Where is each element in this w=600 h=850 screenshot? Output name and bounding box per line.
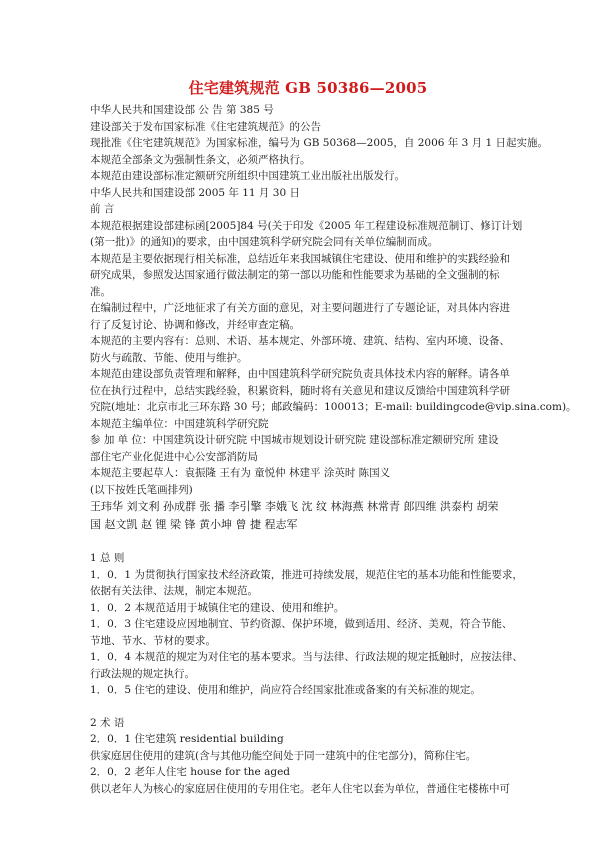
text-line: 行了反复讨论、协调和修改，并经审查定稿。 <box>90 318 300 331</box>
term-2-0-2-definition: 供以老年人为核心的家庭居住使用的专用住宅。老年人住宅以套为单位，普通住宅楼栋中可 <box>90 782 510 795</box>
term-2-0-1-definition: 供家庭居住使用的建筑(含与其他功能空间处于同一建筑中的住宅部分)，简称住宅。 <box>90 749 477 762</box>
text-line: 本规范是主要依据现行相关标准，总结近年来我国城镇住宅建设、使用和维护的实践经验和 <box>90 252 510 265</box>
preface-paragraph-5 <box>90 366 577 416</box>
text-line: 部住宅产业化促进中心公安部消防局 <box>90 450 258 463</box>
text-line: 节地、节水、节材的要求。 <box>90 634 216 647</box>
clause-1-0-3 <box>90 616 526 649</box>
clause-1-0-5 <box>90 682 526 699</box>
preface-heading: 前 言 <box>90 203 115 215</box>
text-line: 在编制过程中，广泛地征求了有关方面的意见，对主要问题进行了专题论证，对具体内容进 <box>90 302 510 314</box>
chapter-2-heading: 2 术 语 <box>90 716 125 729</box>
text-line: 本规范由建设部负责管理和解释，由中国建筑科学研究院负责具体技术内容的解释。请各单 <box>90 368 510 380</box>
announcement-line-1: 现批准《住宅建筑规范》为国家标准，编号为 GB 50368—2005，自 2006 年 3 月 1 日起实施。 <box>90 137 549 149</box>
text-line: 1．0．4 本规范的规定为对住宅的基本要求。当与法律、行政法规的规定抵触时，应按法律、 <box>90 651 523 663</box>
text-line: 1．0．2 本规范适用于城镇住宅的建设、使用和维护。 <box>90 601 345 614</box>
document-title: 住宅建筑规范 GB 50386—2005 <box>188 79 428 97</box>
text-line: 1．0．3 住宅建设应因地制宜、节约资源、保护环境，做到适用、经济、美观，符合节能、 <box>90 618 513 630</box>
document-page <box>90 78 577 797</box>
text-line: 防火与疏散、节能、使用与维护。 <box>90 351 248 364</box>
editor-unit: 本规范主编单位：中国建筑科学研究院 <box>90 417 269 430</box>
text-line: 本规范的主要内容有：总则、术语、基本规定、外部环境、建筑、结构、室内环境、设备、 <box>90 335 510 347</box>
preface-paragraph-3 <box>90 300 526 333</box>
chapter-1-heading: 1 总 则 <box>90 552 125 564</box>
preface-paragraph-2 <box>90 251 526 301</box>
term-2-0-1-label: 2．0．1 住宅建筑 residential building <box>90 733 284 745</box>
announcement-line-2: 本规范全部条文为强制性条文，必须严格执行。 <box>90 153 311 166</box>
text-line: 位在执行过程中，总结实践经验，积累资料，随时将有关意见和建议反馈给中国建筑科学研 <box>90 384 510 397</box>
text-line: 1．0．1 为贯彻执行国家技术经济政策，推进可持续发展，规范住宅的基本功能和性能要求， <box>90 568 523 581</box>
clause-1-0-4 <box>90 649 526 682</box>
preface-paragraph-4 <box>90 333 526 366</box>
text-line: 究院(地址：北京市北三环东路 30 号；邮政编码：100013；E-mail: buildingcode@vip.sina.com)。 <box>90 401 577 413</box>
text-line: 1．0．5 住宅的建设、使用和维护，尚应符合经国家批准或备案的有关标准的规定。 <box>90 684 481 696</box>
announcement-line-3: 本规范由建设部标准定额研究所组织中国建筑工业出版社出版发行。 <box>90 170 405 182</box>
stroke-order-note: (以下按姓氏笔画排列) <box>90 483 193 496</box>
text-line: 依据有关法律、法规，制定本规范。 <box>90 585 258 597</box>
text-line: 行政法规的规定执行。 <box>90 667 195 680</box>
text-line: 国 赵文凯 赵 锂 梁 锋 黄小坤 曾 捷 程志军 <box>90 518 298 531</box>
participating-units <box>90 432 526 465</box>
text-line: 参 加 单 位：中国建筑设计研究院 中国城市规划设计研究院 建设部标准定额研究所 建设 <box>90 434 499 446</box>
text-line: 本规范根据建设部建标函[2005]84 号(关于印发《2005 年工程建设标准规范制订、修订计划 <box>90 219 523 232</box>
drafter-names <box>90 498 526 534</box>
announcement-heading: 建设部关于发布国家标准《住宅建筑规范》的公告 <box>90 120 321 133</box>
section-spacer <box>90 534 526 550</box>
clause-1-0-2 <box>90 600 526 617</box>
announcement-signature: 中华人民共和国建设部 2005 年 11 月 30 日 <box>90 186 300 199</box>
clause-1-0-1 <box>90 567 526 600</box>
main-drafters: 本规范主要起草人：袁振隆 王有为 童悦仲 林建平 涂英时 陈国义 <box>90 467 391 479</box>
text-line: 王玮华 刘文利 孙成群 张 播 李引擎 李娥飞 沈 纹 林海燕 林常青 郎四维 洪泰杓 胡荣 <box>90 500 499 513</box>
section-spacer <box>90 699 526 715</box>
text-line: 准。 <box>90 285 111 298</box>
announcement-issuer: 中华人民共和国建设部 公 告 第 385 号 <box>90 104 274 116</box>
text-line: 研究成果，参照发达国家通行做法制定的第一部以功能和性能要求为基础的全文强制的标 <box>90 269 500 281</box>
preface-paragraph-1 <box>90 218 526 251</box>
term-2-0-2-label: 2．0．2 老年人住宅 house for the aged <box>90 766 291 778</box>
text-line: (第一批)》的通知)的要求，由中国建筑科学研究院会同有关单位编制而成。 <box>90 236 439 248</box>
